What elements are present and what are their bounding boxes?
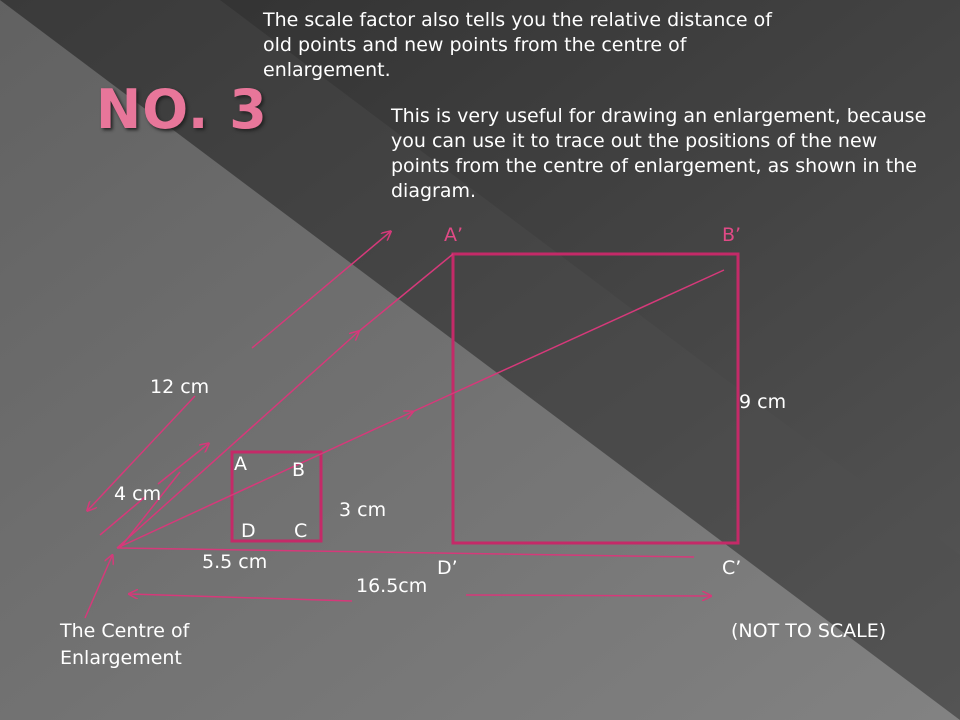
label-c-prime: C’ <box>722 557 742 579</box>
centre-pointer <box>85 556 112 618</box>
label-9cm: 9 cm <box>739 391 787 413</box>
enlarged-square <box>453 254 738 543</box>
label-4cm: 4 cm <box>114 483 162 505</box>
label-b-prime: B’ <box>722 224 742 246</box>
label-d: D <box>241 520 256 542</box>
ray-to-a-prime-extension <box>358 254 453 332</box>
label-5-5cm: 5.5 cm <box>202 551 268 573</box>
label-12cm: 12 cm <box>150 376 210 398</box>
label-a-prime: A’ <box>444 224 464 246</box>
label-16-5cm: 16.5cm <box>356 575 428 597</box>
label-d-prime: D’ <box>437 557 458 579</box>
label-a: A <box>234 453 247 475</box>
dimension-4cm-upper <box>158 444 208 484</box>
dimension-16-5cm-right <box>466 595 710 596</box>
centre-label-line1: The Centre of <box>60 620 190 642</box>
dimension-12cm-upper <box>252 232 390 348</box>
enlargement-paragraph: This is very useful for drawing an enlargement, because you can use it to trace out the positions of the new points from the centre of enlargement, as shown in the diagram. <box>391 105 927 202</box>
centre-label-line2: Enlargement <box>60 647 182 669</box>
label-c: C <box>294 520 308 542</box>
dimension-16-5cm-left <box>130 594 352 601</box>
label-b: B <box>292 459 306 481</box>
ray-to-b-prime-extension <box>412 270 724 412</box>
label-3cm: 3 cm <box>339 499 387 521</box>
scale-factor-paragraph: The scale factor also tells you the relative distance of old points and new points from the centre of enlargement. <box>263 9 772 81</box>
page-title: NO. 3 <box>96 78 268 141</box>
not-to-scale-note: (NOT TO SCALE) <box>731 620 887 642</box>
